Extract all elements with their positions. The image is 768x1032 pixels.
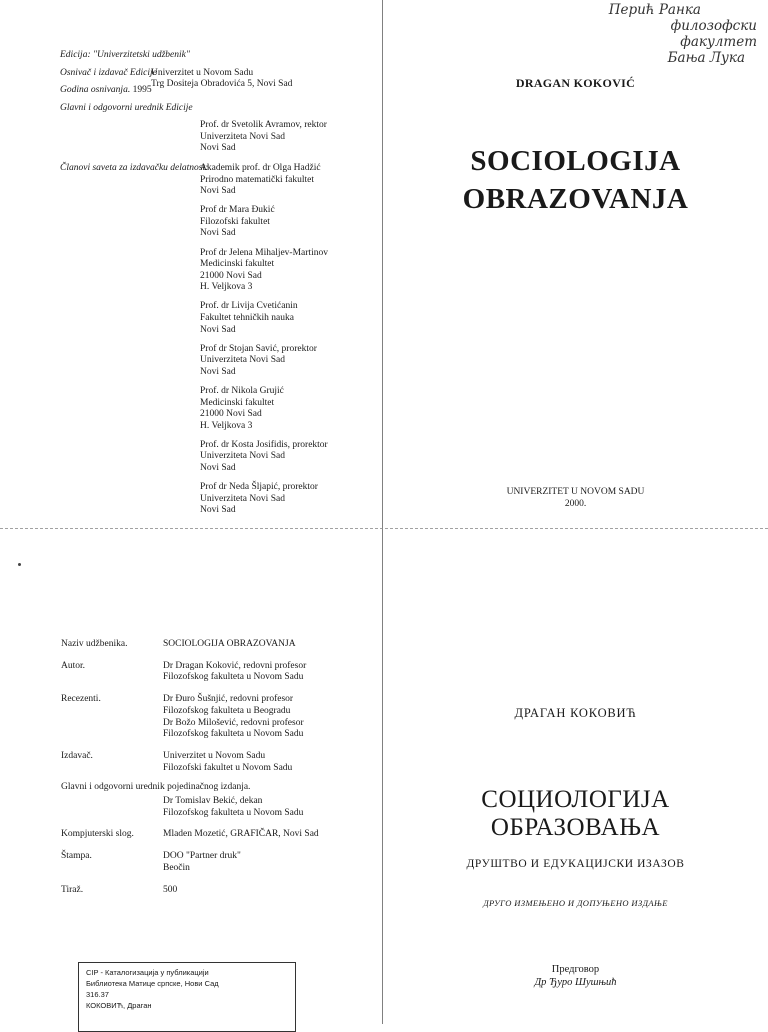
stampa-value xyxy=(163,851,381,874)
autor-value xyxy=(163,661,381,684)
osnivac-line: Univerzitet u Novom Sadu xyxy=(151,67,254,78)
godina-label: Godina osnivanja. xyxy=(60,85,131,96)
member-line: Novi Sad xyxy=(200,324,236,335)
glavni-urednik-line: Filozofskog fakulteta u Novom Sadu xyxy=(163,807,304,818)
cip-record-box xyxy=(78,962,296,1032)
osnivac-label: Osnivač i izdavač Edicije xyxy=(60,67,157,78)
preface-credit xyxy=(383,963,768,989)
stampa-line: DOO "Partner druk" xyxy=(163,851,241,862)
stampa-label: Štampa. xyxy=(61,851,92,862)
izdavac-line: Filozofski fakultet u Novom Sadu xyxy=(163,762,293,773)
izdavac-label: Izdavač. xyxy=(61,750,93,761)
member-line: Fakultet tehničkih nauka xyxy=(200,313,294,324)
naziv-row xyxy=(61,639,381,651)
tiraz-row xyxy=(61,885,381,897)
handwriting-line: филозофски факултет xyxy=(670,18,757,50)
godina-value: 1995 xyxy=(132,85,152,96)
scan-speck xyxy=(18,563,21,566)
slog-row xyxy=(61,829,381,841)
title-line: SOCIOLOGIJA xyxy=(470,145,681,177)
urednik-line: Novi Sad xyxy=(200,143,236,154)
glavni-urednik-row xyxy=(61,796,381,819)
member-entry xyxy=(200,301,380,336)
member-line: 21000 Novi Sad xyxy=(200,270,262,281)
preface-author: Др Ђуро Шушњић xyxy=(534,977,617,988)
naziv-value: SOCIOLOGIJA OBRAZOVANJA xyxy=(163,639,296,649)
handwritten-inscription xyxy=(590,2,765,66)
urednik-line: Prof. dr Svetolik Avramov, rektor xyxy=(200,120,327,130)
autor-line: Dr Dragan Koković, redovni profesor xyxy=(163,660,307,671)
member-line: Novi Sad xyxy=(200,463,236,474)
member-entry xyxy=(200,205,380,240)
member-entry xyxy=(200,248,380,294)
cip-line: КОКОВИЋ, Драган xyxy=(86,1001,152,1010)
edition-note: ДРУГО ИЗМЕЊЕНО И ДОПУЊЕНО ИЗДАЊЕ xyxy=(483,898,668,908)
publisher-imprint xyxy=(383,487,768,510)
izdavac-line: Univerzitet u Novom Sadu xyxy=(163,750,266,761)
urednik-line: Univerziteta Novi Sad xyxy=(200,131,285,142)
council-members xyxy=(200,163,380,524)
handwriting-line: Перић Ранка xyxy=(608,2,701,18)
edicija-label: Edicija: "Univerzitetski udžbenik" xyxy=(60,50,190,60)
book-subtitle: ДРУШТВО И ЕДУКАЦИЈСКИ ИЗАЗОВ xyxy=(466,858,685,870)
member-line: Novi Sad xyxy=(200,186,236,197)
horizontal-fold-line xyxy=(0,528,768,529)
book-title-cyrillic xyxy=(383,786,768,842)
recenzent-line: Filozofskog fakulteta u Novom Sadu xyxy=(163,729,304,740)
recenzent-line: Dr Božo Milošević, redovni profesor xyxy=(163,717,304,728)
edition-info xyxy=(60,50,380,120)
member-entry xyxy=(200,344,380,379)
member-line: Univerziteta Novi Sad xyxy=(200,451,285,462)
naziv-label: Naziv udžbenika. xyxy=(61,639,128,649)
urednik-value xyxy=(200,120,327,155)
title-line: СОЦИОЛОГИЈА xyxy=(481,786,670,813)
member-line: Prirodno matematički fakultet xyxy=(200,174,314,185)
member-entry xyxy=(200,163,380,198)
izdavac-row xyxy=(61,751,381,774)
council-label: Članovi saveta za izdavačku delatnost: xyxy=(60,163,209,173)
member-line: Prof dr Jelena Mihaljev-Martinov xyxy=(200,247,328,258)
member-line: 21000 Novi Sad xyxy=(200,409,262,420)
autor-line: Filozofskog fakulteta u Novom Sadu xyxy=(163,672,304,683)
author-name-latin: DRAGAN KOKOVIĆ xyxy=(515,76,636,90)
publisher-line: UNIVERZITET U NOVOM SADU xyxy=(506,487,645,497)
izdavac-value xyxy=(163,751,381,774)
member-line: Novi Sad xyxy=(200,505,236,516)
book-title-latin xyxy=(383,142,768,218)
recenzenti-value xyxy=(163,694,381,741)
glavni-urednik-value xyxy=(163,796,381,819)
author-name-cyrillic: ДРАГАН КОКОВИЋ xyxy=(514,706,637,720)
edicija-row xyxy=(60,50,380,62)
autor-row xyxy=(61,661,381,684)
recenzenti-row xyxy=(61,694,381,741)
member-line: Prof dr Neda Šljapić, prorektor xyxy=(200,482,318,493)
colophon xyxy=(61,639,381,906)
recenzenti-label: Recezenti. xyxy=(61,694,101,705)
osnivac-line: Trg Dositeja Obradovića 5, Novi Sad xyxy=(151,79,293,90)
godina-row xyxy=(60,85,380,97)
member-line: Prof dr Mara Đukić xyxy=(200,205,275,216)
member-entry xyxy=(200,482,380,517)
member-line: Akademik prof. dr Olga Hadžić xyxy=(200,163,321,173)
osnivac-row xyxy=(60,67,380,90)
tiraz-value: 500 xyxy=(163,884,178,895)
member-entry xyxy=(200,440,380,475)
cip-udc: 316.37 xyxy=(86,990,109,999)
member-line: Prof. dr Kosta Josifidis, prorektor xyxy=(200,439,328,450)
slog-value: Mladen Mozetić, GRAFIČAR, Novi Sad xyxy=(163,829,319,840)
member-line: Filozofski fakultet xyxy=(200,216,270,227)
stampa-row xyxy=(61,851,381,874)
recenzent-line: Dr Đuro Šušnjić, redovni profesor xyxy=(163,694,294,705)
member-line: Novi Sad xyxy=(200,228,236,239)
title-line: OBRAZOVANJA xyxy=(462,183,689,215)
slog-label: Kompjuterski slog. xyxy=(61,829,134,840)
member-line: Prof. dr Nikola Grujić xyxy=(200,386,284,396)
autor-label: Autor. xyxy=(61,660,86,671)
member-line: Medicinski fakultet xyxy=(200,397,275,408)
recenzent-line: Filozofskog fakulteta u Beogradu xyxy=(163,705,291,716)
member-line: Prof. dr Livija Cvetićanin xyxy=(200,301,298,312)
member-line: Prof dr Stojan Savić, prorektor xyxy=(200,343,317,354)
member-line: Medicinski fakultet xyxy=(200,259,275,270)
glavni-urednik-line: Dr Tomislav Bekić, dekan xyxy=(163,796,263,807)
member-entry xyxy=(200,386,380,432)
handwriting-line: Бања Лука xyxy=(667,50,745,66)
preface-label: Предговор xyxy=(551,964,600,975)
cip-line: CIP - Каталогизација у публикацији xyxy=(86,968,209,977)
member-line: Univerziteta Novi Sad xyxy=(200,493,285,504)
member-line: H. Veljkova 3 xyxy=(200,420,253,431)
urednik-row xyxy=(60,103,380,115)
member-line: Univerziteta Novi Sad xyxy=(200,355,285,366)
member-line: H. Veljkova 3 xyxy=(200,282,253,293)
cip-line: Библиотека Матице српске, Нови Сад xyxy=(86,979,219,988)
urednik-label: Glavni i odgovorni urednik Edicije xyxy=(60,102,193,113)
tiraz-label: Tiraž. xyxy=(61,884,84,895)
stampa-line: Beočin xyxy=(163,862,190,873)
member-line: Novi Sad xyxy=(200,366,236,377)
publisher-year: 2000. xyxy=(564,498,587,509)
glavni-urednik-note: Glavni i odgovorni urednik pojedinačnog izdanja. xyxy=(61,782,251,793)
title-line: ОБРАЗОВАЊА xyxy=(490,814,661,841)
